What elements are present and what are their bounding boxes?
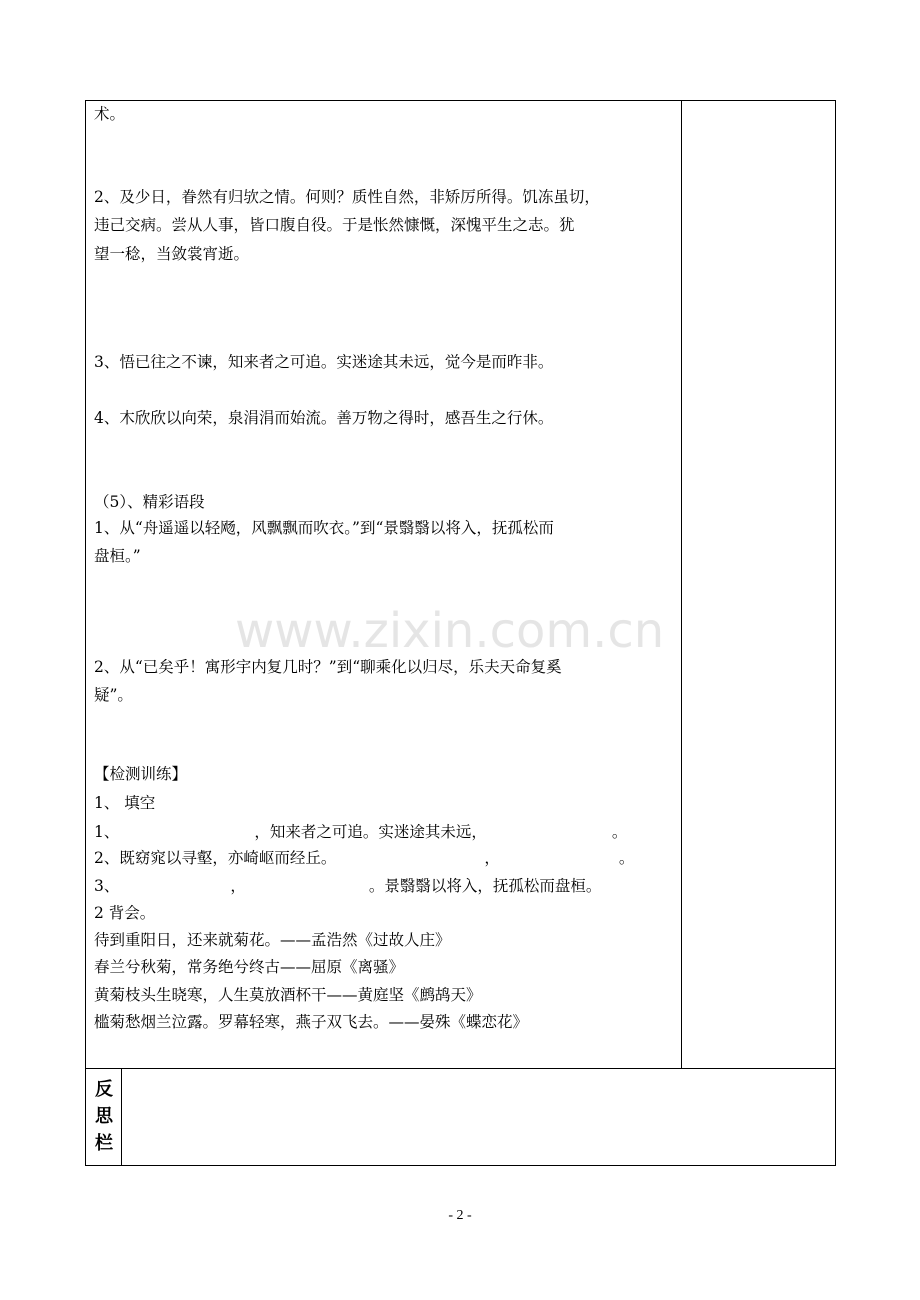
reflection-label — [88, 1076, 120, 1157]
blank-end: 。 — [611, 823, 628, 841]
text-line: 2、从“已矣乎！寓形宇内复几时？”到“聊乘化以归尽，乐夫天命复奚 — [94, 658, 562, 676]
text-line: 4、木欣欣以向荣，泉涓涓而始流。善万物之得时，感吾生之行休。 — [94, 409, 554, 427]
text-line: 1、从“舟遥遥以轻飏，风飘飘而吹衣。”到“景翳翳以将入，抚孤松而 — [94, 519, 554, 537]
text-line: 疑”。 — [94, 686, 133, 704]
section-heading: （5）、精彩语段 — [94, 493, 205, 511]
text-line: 盘桓。” — [94, 547, 141, 565]
blank-comma: ， — [484, 849, 500, 867]
blank-text: 2、既窈窕以寻壑，亦崎岖而经丘。 — [94, 849, 337, 867]
blank-number: 3、 — [94, 877, 120, 895]
page-number: - 2 - — [448, 1208, 472, 1223]
fill-blank-line — [94, 822, 627, 842]
text-line: 1、 填空 — [94, 794, 156, 812]
blank-text: 。景翳翳以将入，抚孤松而盘桓。 — [368, 877, 602, 895]
text-line: 2 背会。 — [94, 904, 156, 922]
blank-end: 。 — [618, 849, 635, 867]
poem-line: 春兰兮秋菊，常务绝兮终古——屈原《离骚》 — [94, 958, 405, 976]
text-line: 违己交病。尝从人事，皆口腹自役。于是怅然慷慨，深愧平生之志。犹 — [94, 216, 575, 234]
blank-text: ，知来者之可追。实迷途其未远， — [254, 823, 487, 841]
watermark: www.zixin.com.cn — [235, 603, 665, 659]
poem-line: 黄菊枝头生晓寒，人生莫放酒杯干——黄庭坚《鹧鸪天》 — [94, 986, 482, 1004]
blank-comma: ， — [230, 877, 246, 895]
reflection-label-divider — [121, 1068, 122, 1166]
text-line: 术。 — [94, 105, 126, 123]
poem-line: 待到重阳日，还来就菊花。——孟浩然《过故人庄》 — [94, 931, 451, 949]
fill-blank-line — [94, 876, 601, 896]
text-line: 2、及少日，眷然有归欤之情。何则？质性自然，非矫厉所得。饥冻虽切， — [94, 188, 600, 206]
text-line: 3、悟已往之不谏，知来者之可追。实迷途其未远，觉今是而昨非。 — [94, 353, 554, 371]
reflection-row-divider — [85, 1068, 836, 1069]
reflection-label-char: 思 — [95, 1106, 113, 1127]
text-line: 望一稔，当敛裳宵逝。 — [94, 245, 250, 263]
poem-line: 槛菊愁烟兰泣露。罗幕轻寒，燕子双飞去。——晏殊《蝶恋花》 — [94, 1013, 529, 1031]
reflection-label-char: 栏 — [95, 1133, 113, 1154]
notes-column-divider — [681, 100, 682, 1068]
reflection-label-char: 反 — [95, 1079, 113, 1100]
blank-number: 1、 — [94, 823, 120, 841]
fill-blank-line — [94, 848, 634, 868]
section-heading: 【检测训练】 — [94, 765, 188, 783]
